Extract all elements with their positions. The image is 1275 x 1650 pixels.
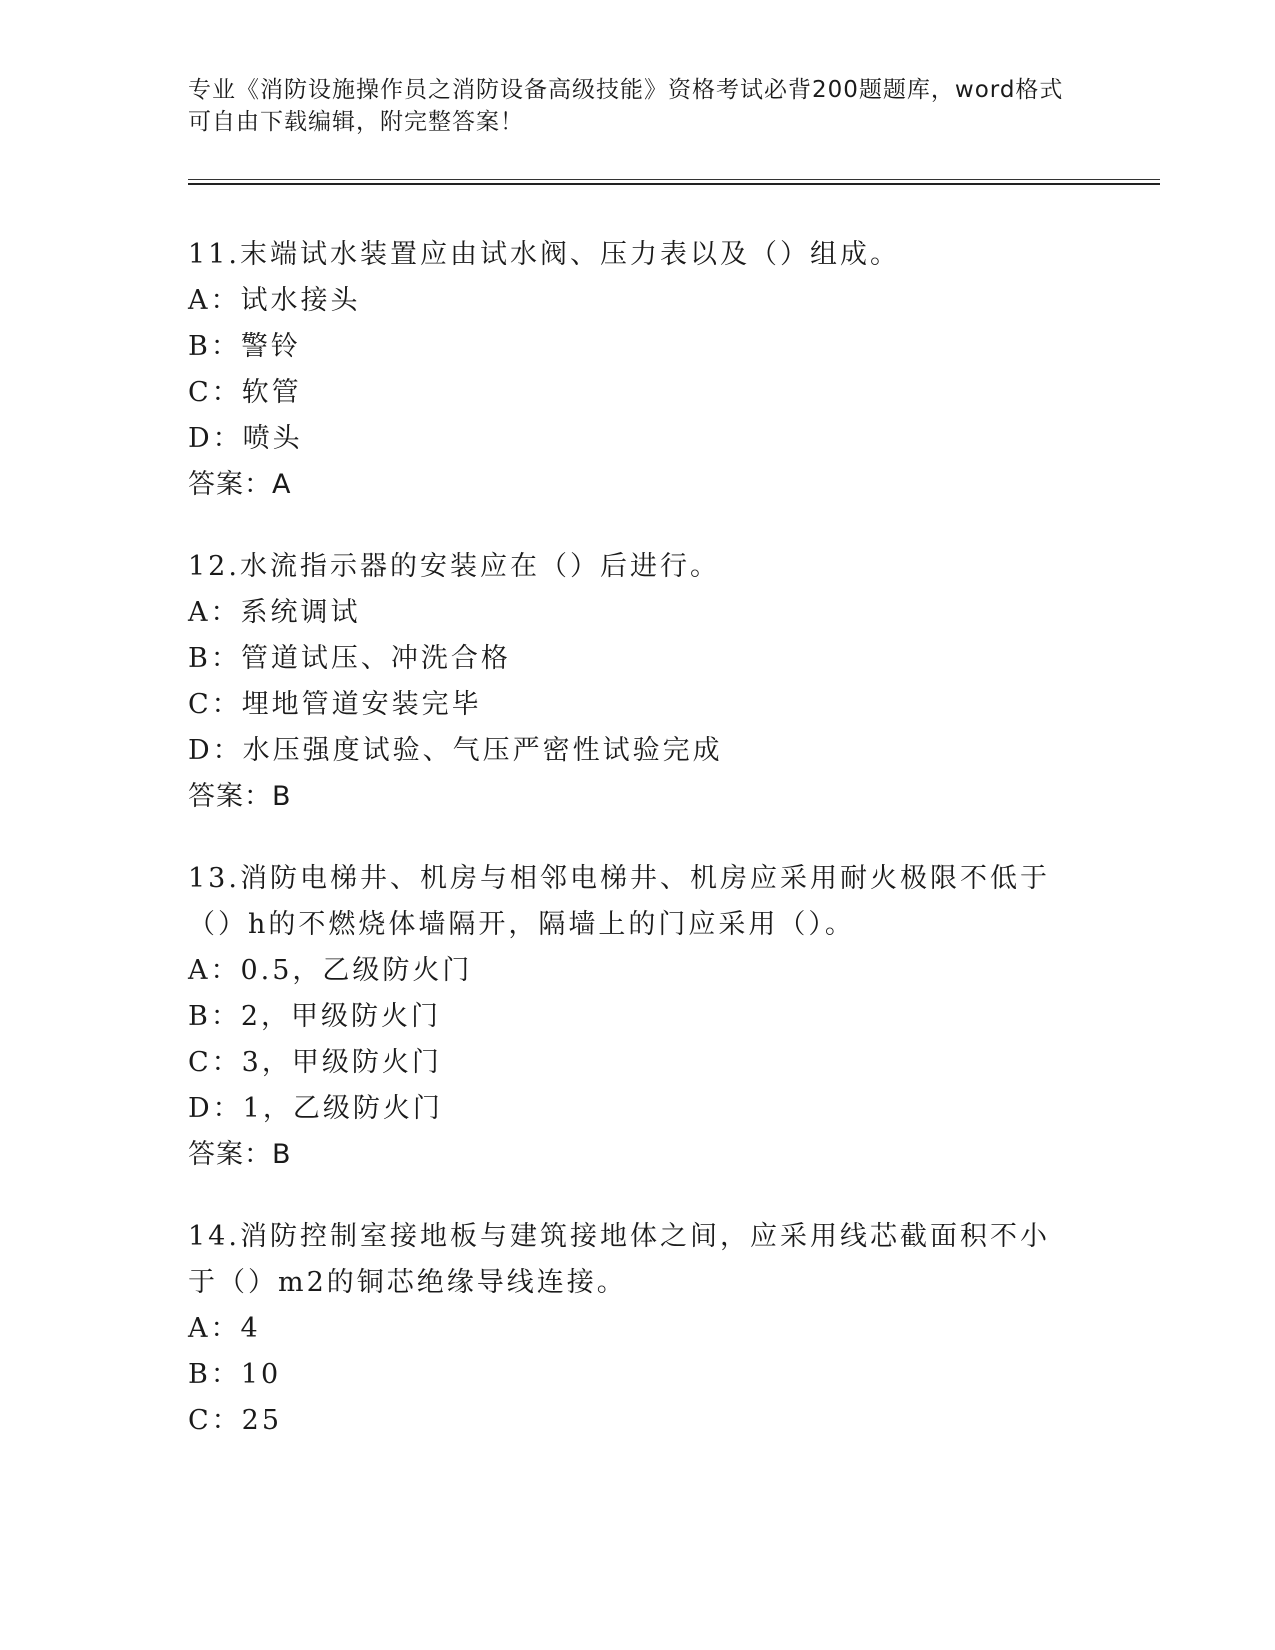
- question-11: [188, 232, 1068, 508]
- option-b: B：管道试压、冲洗合格: [188, 643, 511, 674]
- option-c: C：软管: [188, 377, 302, 408]
- question-14: [188, 1214, 1068, 1444]
- question-12: [188, 544, 1068, 820]
- option-d: D：水压强度试验、气压严密性试验完成: [188, 735, 723, 766]
- option-b: B：10: [188, 1359, 282, 1390]
- question-stem: 12.水流指示器的安装应在（）后进行。: [188, 551, 720, 582]
- option-c: C：25: [188, 1405, 283, 1436]
- answer: 答案：B: [188, 1139, 292, 1170]
- option-a: A：4: [188, 1313, 261, 1344]
- question-stem: 14.消防控制室接地板与建筑接地体之间，应采用线芯截面积不小于（）m2的铜芯绝缘导线连接。: [188, 1221, 1050, 1298]
- option-a: A：0.5，乙级防火门: [188, 955, 473, 986]
- option-c: C：埋地管道安装完毕: [188, 689, 482, 720]
- question-stem: 13.消防电梯井、机房与相邻电梯井、机房应采用耐火极限不低于（）h的不燃烧体墙隔开，隔墙上的门应采用（）。: [188, 863, 1050, 940]
- option-a: A：系统调试: [188, 597, 361, 628]
- question-stem: 11.末端试水装置应由试水阀、压力表以及（）组成。: [188, 239, 900, 270]
- divider-line-thin: [188, 179, 1160, 180]
- question-13: [188, 856, 1068, 1178]
- document-header: 专业《消防设施操作员之消防设备高级技能》资格考试必背200题题库，word格式可自由下载编辑，附完整答案！: [188, 77, 1064, 135]
- answer: 答案：A: [188, 469, 292, 500]
- header-divider: [188, 179, 1160, 184]
- option-a: A：试水接头: [188, 285, 361, 316]
- option-b: B：2，甲级防火门: [188, 1001, 442, 1032]
- answer: 答案：B: [188, 781, 292, 812]
- option-d: D：喷头: [188, 423, 303, 454]
- option-d: D：1，乙级防火门: [188, 1093, 443, 1124]
- divider-line-thick: [188, 183, 1160, 185]
- question-list: [188, 232, 1068, 1480]
- option-c: C：3，甲级防火门: [188, 1047, 442, 1078]
- option-b: B：警铃: [188, 331, 301, 362]
